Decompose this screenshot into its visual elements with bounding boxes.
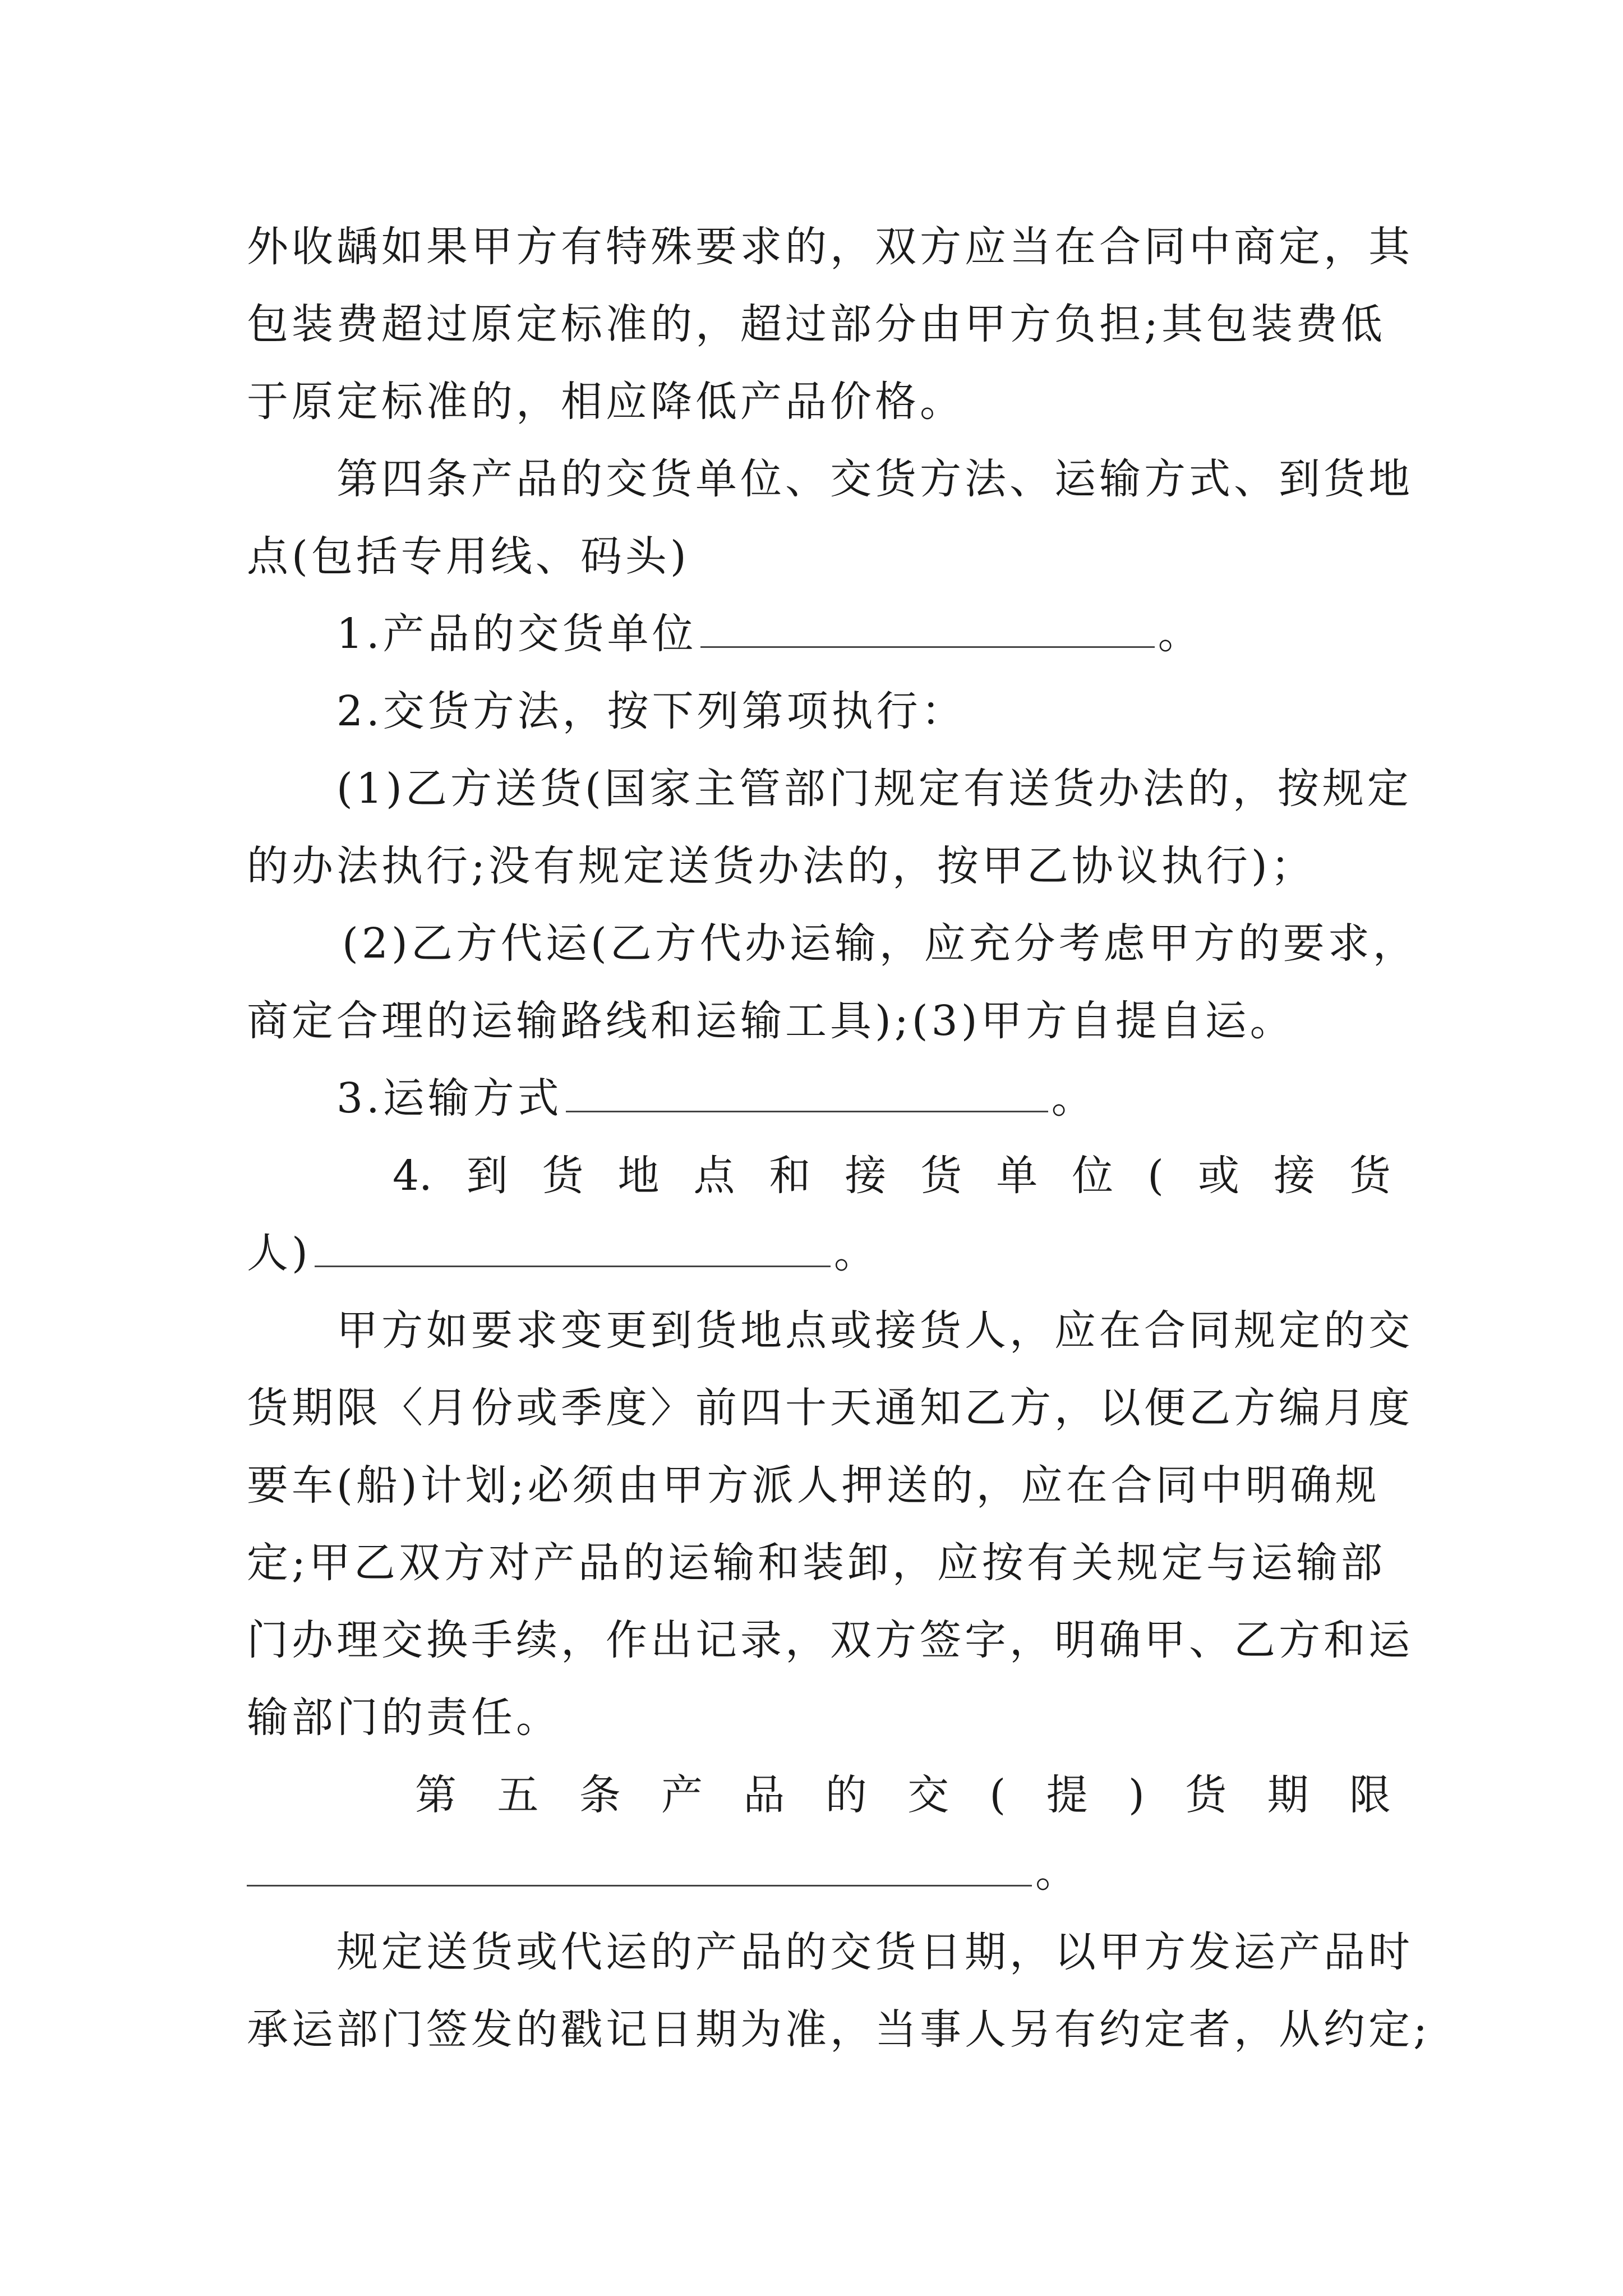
spread-char: 五 — [497, 1771, 539, 1819]
spread-char: ( — [1147, 1152, 1164, 1200]
spread-char: 货 — [1185, 1771, 1227, 1819]
spread-char: ( — [989, 1771, 1006, 1819]
spread-char: 点 — [693, 1152, 735, 1200]
spread-char: 单 — [996, 1152, 1038, 1200]
paragraph-line: 于原定标准的，相应降低产品价格。 — [247, 378, 965, 426]
paragraph-line: 输部门的责任。 — [247, 1694, 561, 1742]
spread-char: 或 — [1197, 1152, 1239, 1200]
spread-char: 交 — [907, 1771, 949, 1819]
paragraph-line: 点(包括专用线、码头) — [247, 532, 690, 581]
spread-char: 货 — [542, 1152, 584, 1200]
spread-char: ) — [1128, 1771, 1145, 1819]
clause-delivery-period-blank — [247, 1844, 1391, 1901]
paragraph-line: 包装费超过原定标准的，超过部分由甲方负担;其包装费低 — [247, 300, 1386, 348]
spread-char: 品 — [743, 1771, 785, 1819]
spread-char: 货 — [920, 1152, 962, 1200]
clause-delivery-place — [393, 1148, 1391, 1204]
clause-text: 人) — [247, 1229, 311, 1277]
paragraph-line: 门办理交换手续，作出记录，双方签字，明确甲、乙方和运 — [247, 1616, 1413, 1664]
paragraph-line: 定;甲乙双方对产品的运输和装卸，应按有关规定与运输部 — [247, 1539, 1386, 1587]
spread-char: 期 — [1267, 1771, 1309, 1819]
spread-char: 4. — [393, 1152, 432, 1200]
paragraph-line: 要车(船)计划;必须由甲方派人押送的，应在合同中明确规 — [247, 1461, 1380, 1510]
fill-in-blank — [700, 607, 1155, 648]
paragraph-line: 外收龋如果甲方有特殊要求的，双方应当在合同中商定，其 — [247, 223, 1413, 271]
clause-receiver — [247, 1225, 1391, 1281]
paragraph-line: 货期限〈月份或季度〉前四十天通知乙方，以便乙方编月度 — [247, 1384, 1413, 1432]
clause-text: 3.运输方式 — [336, 1074, 562, 1122]
spread-char: 提 — [1046, 1771, 1088, 1819]
spread-char: 的 — [825, 1771, 867, 1819]
clause-transport-method — [336, 1070, 1391, 1126]
fill-in-blank — [247, 1846, 1032, 1887]
spread-char: 位 — [1072, 1152, 1114, 1200]
spread-char: 条 — [579, 1771, 621, 1819]
spread-char: 第 — [415, 1771, 457, 1819]
fill-in-blank — [315, 1226, 831, 1267]
spread-char: 限 — [1349, 1771, 1391, 1819]
clause-punct: 。 — [833, 1229, 879, 1277]
paragraph-line: (2)乙方代运(乙方代办运输，应充分考虑甲方的要求， — [342, 919, 1418, 968]
paragraph-line: 商定合理的运输路线和运输工具);(3)甲方自提自运。 — [247, 997, 1295, 1045]
clause-delivery-unit — [336, 606, 1391, 662]
clause-delivery-method: 2.交货方法，按下列第项执行： — [336, 687, 966, 735]
clause-punct: 。 — [1035, 1848, 1080, 1897]
spread-char: 到 — [466, 1152, 508, 1200]
paragraph-line: 规定送货或代运的产品的交货日期，以甲方发运产品时 — [336, 1928, 1413, 1976]
paragraph-line: 的办法执行;没有规定送货办法的，按甲乙协议执行)； — [247, 842, 1316, 890]
clause-punct: 。 — [1158, 610, 1203, 658]
spread-char: 接 — [845, 1152, 887, 1200]
clause-text: 1.产品的交货单位 — [336, 610, 697, 658]
article-five-heading — [415, 1767, 1391, 1823]
paragraph-line: 甲方如要求变更到货地点或接货人，应在合同规定的交 — [336, 1306, 1413, 1355]
spread-char: 货 — [1349, 1152, 1391, 1200]
spread-char: 和 — [769, 1152, 811, 1200]
paragraph-line: (1)乙方送货(国家主管部门规定有送货办法的，按规定 — [336, 765, 1412, 813]
spread-char: 地 — [617, 1152, 660, 1200]
fill-in-blank — [566, 1071, 1048, 1112]
spread-char: 接 — [1273, 1152, 1315, 1200]
clause-punct: 。 — [1051, 1074, 1096, 1122]
spread-char: 产 — [661, 1771, 703, 1819]
paragraph-line: 承运部门签发的戳记日期为准，当事人另有约定者，从约定; — [247, 2005, 1431, 2054]
article-four-heading: 第四条产品的交货单位、交货方法、运输方式、到货地 — [336, 455, 1413, 503]
